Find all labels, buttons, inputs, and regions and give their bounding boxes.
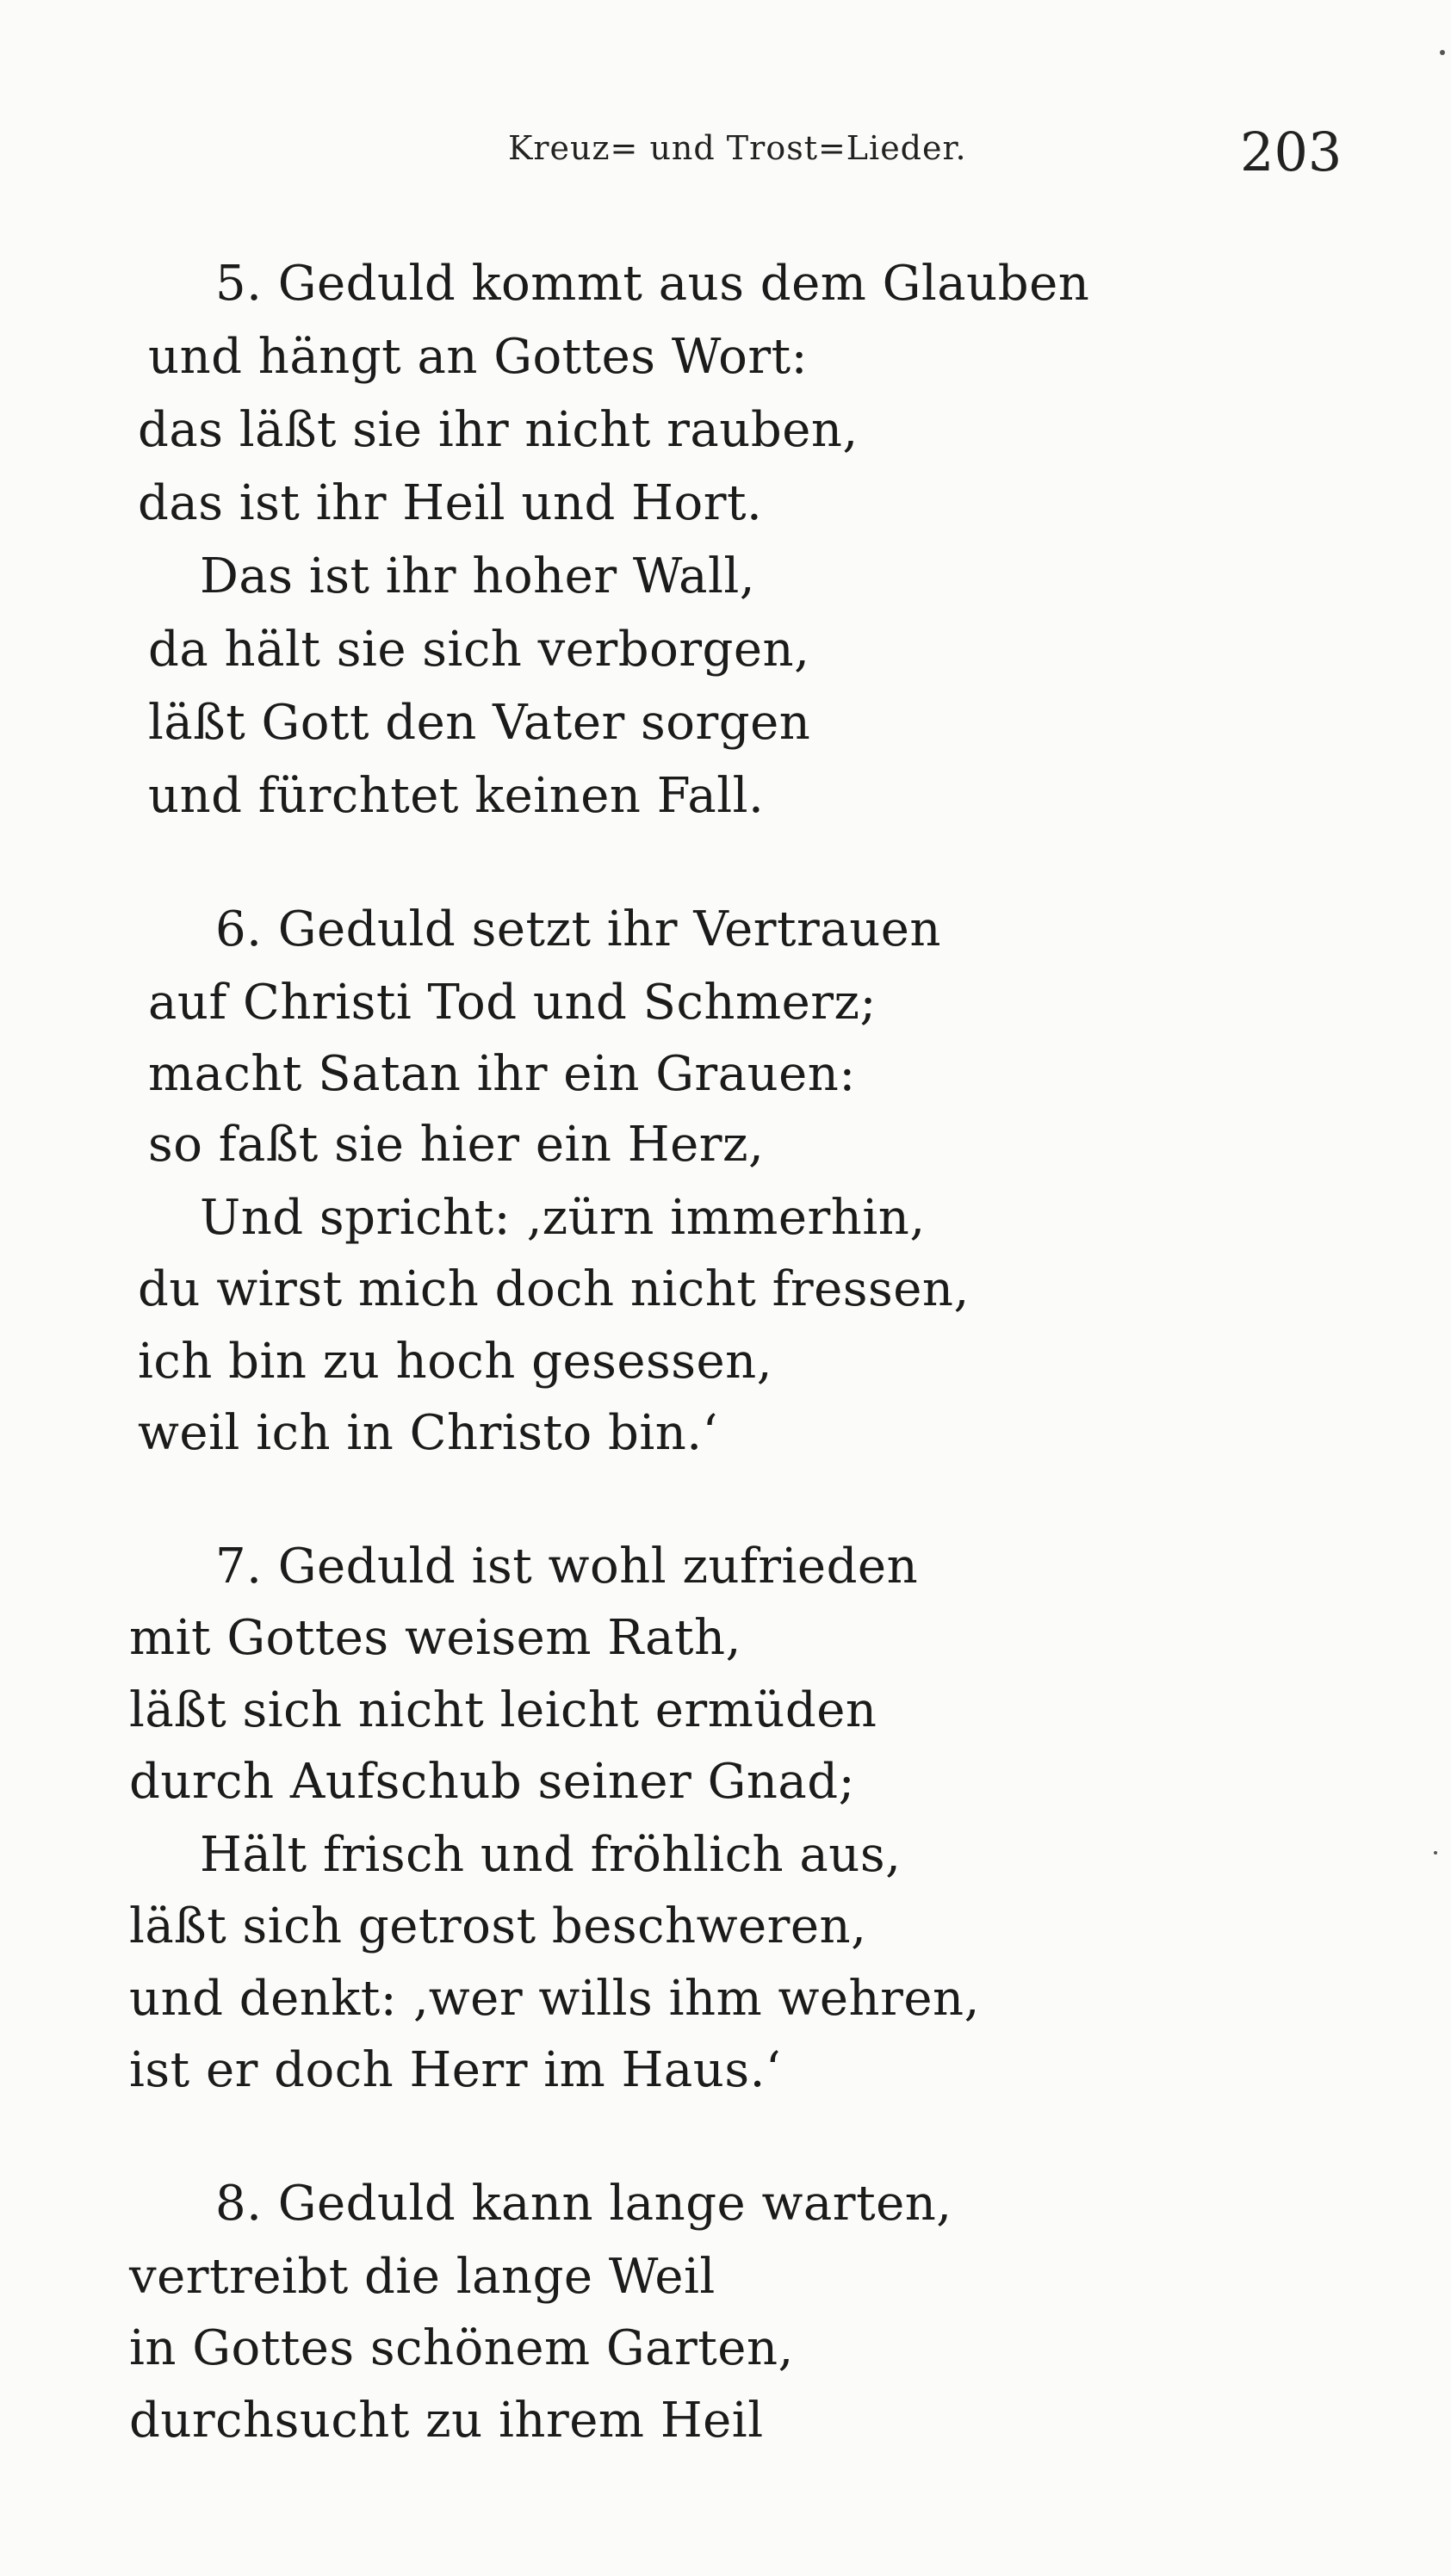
verse-line: Hält frisch und fröhlich aus, [200,1827,902,1883]
verse-line: läßt sich getrost beschweren, [129,1898,867,1954]
verse-line: 5. Geduld kommt aus dem Glauben [215,256,1090,312]
verse-line: läßt sich nicht leicht ermüden [129,1682,877,1738]
verse-line: da hält sie sich verborgen, [148,622,810,678]
verse-line: 7. Geduld ist wohl zufrieden [215,1539,919,1595]
verse-line: ich bin zu hoch gesessen, [138,1334,772,1390]
verse-line: mit Gottes weisem Rath, [129,1610,741,1666]
verse-line: Das ist ihr hoher Wall, [200,548,756,604]
verse-line: auf Christi Tod und Schmerz; [148,975,877,1031]
verse-line: vertreibt die lange Weil [129,2249,716,2305]
verse-line: Und spricht: ‚zürn immerhin, [200,1190,926,1246]
verse-line: und fürchtet keinen Fall. [148,768,765,824]
verse-line: das läßt sie ihr nicht rauben, [138,402,859,458]
verse-line: durch Aufschub seiner Gnad; [129,1754,855,1810]
scan-speck [1440,50,1445,55]
scan-speck [1434,1851,1437,1855]
verse-line: ist er doch Herr im Haus.‘ [129,2042,782,2098]
verse-line: durchsucht zu ihrem Heil [129,2393,764,2449]
page-number: 203 [1240,121,1342,183]
verse-line: und denkt: ‚wer wills ihm wehren, [129,1971,980,2027]
verse-line: macht Satan ihr ein Grauen: [148,1046,856,1102]
running-title: Kreuz= und Trost=Lieder. [508,129,967,167]
verse-line: in Gottes schönem Garten, [129,2320,794,2376]
verse-line: weil ich in Christo bin.‘ [138,1405,718,1461]
verse-line: 6. Geduld setzt ihr Vertrauen [215,901,941,957]
verse-line: das ist ihr Heil und Hort. [138,475,763,531]
verse-line: und hängt an Gottes Wort: [148,329,808,385]
verse-line: so faßt sie hier ein Herz, [148,1117,765,1173]
verse-line: 8. Geduld kann lange warten, [215,2176,952,2232]
verse-line: du wirst mich doch nicht fressen, [138,1261,970,1317]
verse-line: läßt Gott den Vater sorgen [148,695,811,751]
